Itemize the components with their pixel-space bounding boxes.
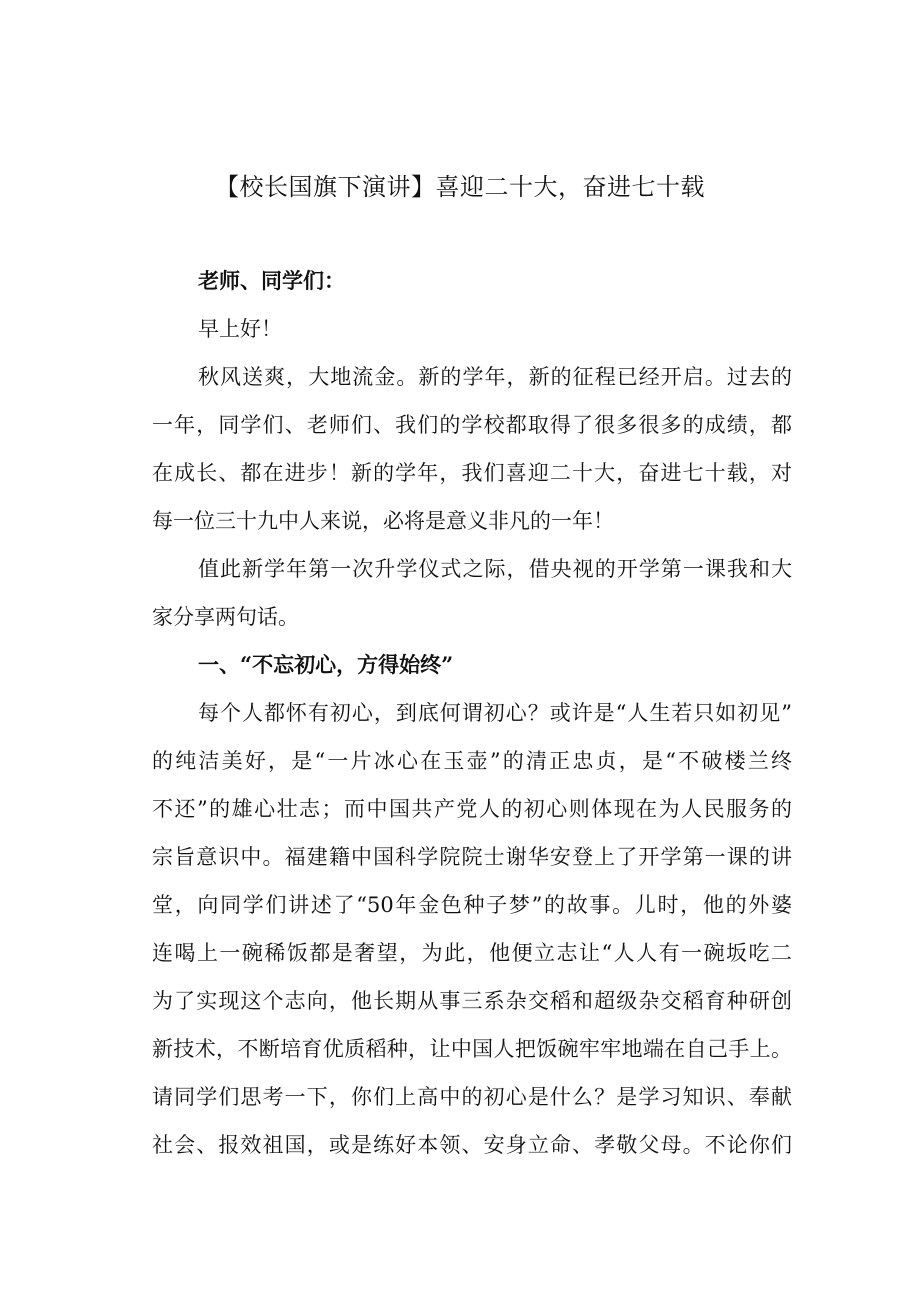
paragraph3-line: 不还”的雄心壮志；而中国共产党人的初心则体现在为人民服务的 — [152, 797, 792, 821]
document-title: 【校长国旗下演讲】喜迎二十大，奋进七十载 — [215, 173, 705, 201]
salutation: 老师、同学们： — [198, 268, 345, 293]
paragraph3-line: 堂，向同学们讲述了“50年金色种子梦”的故事。儿时，他的外婆 — [152, 893, 792, 917]
paragraph1-line: 秋风送爽，大地流金。新的学年，新的征程已经开启。过去的 — [198, 365, 792, 389]
section-heading: 一、“不忘初心，方得始终” — [198, 652, 454, 677]
paragraph3-line: 宗旨意识中。福建籍中国科学院院士谢华安登上了开学第一课的讲 — [152, 845, 792, 869]
paragraph1-line: 在成长、都在进步！新的学年，我们喜迎二十大，奋进七十载，对 — [152, 461, 792, 485]
paragraph3-line: 请同学们思考一下，你们上高中的初心是什么？是学习知识、奉献 — [152, 1085, 792, 1109]
paragraph1-line: 每一位三十九中人来说，必将是意义非凡的一年！ — [152, 509, 614, 533]
paragraph3-line: 的纯洁美好，是“一片冰心在玉壶”的清正忠贞，是“不破楼兰终 — [152, 749, 792, 773]
paragraph2-line: 家分享两句话。 — [152, 605, 299, 629]
paragraph3-line: 为了实现这个志向，他长期从事三系杂交稻和超级杂交稻育种研创 — [152, 989, 792, 1013]
paragraph3-line: 新技术，不断培育优质稻种，让中国人把饭碗牢牢地端在自己手上。 — [152, 1037, 792, 1061]
paragraph3-line: 社会、报效祖国，或是练好本领、安身立命、孝敬父母。不论你们 — [152, 1133, 792, 1157]
greeting: 早上好！ — [198, 317, 282, 341]
paragraph3-line: 每个人都怀有初心，到底何谓初心？或许是“人生若只如初见” — [198, 701, 792, 725]
paragraph3-line: 连喝上一碗稀饭都是奢望，为此，他便立志让“人人有一碗坂吃二 — [152, 941, 792, 965]
paragraph2-line: 值此新学年第一次升学仪式之际，借央视的开学第一课我和大 — [198, 557, 792, 581]
paragraph1-line: 一年，同学们、老师们、我们的学校都取得了很多很多的成绩，都 — [152, 413, 792, 437]
